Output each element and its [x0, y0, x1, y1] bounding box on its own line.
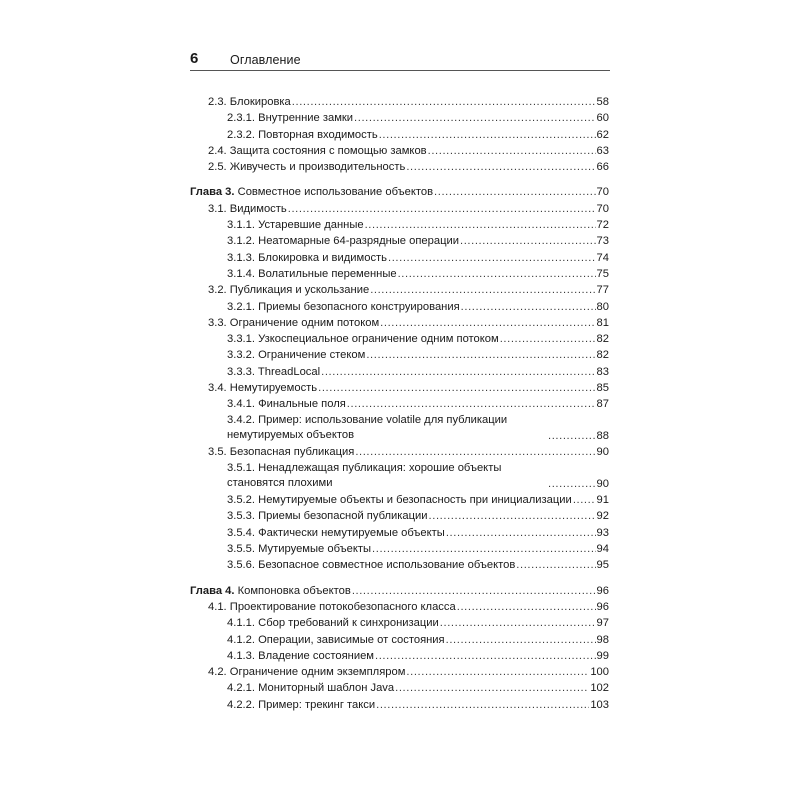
toc-entry-title: Волатильные переменные	[258, 267, 397, 280]
dot-leader	[428, 143, 596, 159]
toc-entry-page: 82	[596, 333, 609, 346]
dot-leader	[446, 525, 596, 541]
dot-leader	[376, 697, 589, 713]
toc-entry-page: 90	[596, 446, 609, 459]
toc-entry-page: 87	[596, 398, 609, 411]
dot-leader	[370, 282, 595, 298]
dot-leader	[500, 331, 596, 347]
dot-leader	[379, 127, 596, 143]
toc-entry[interactable]	[190, 282, 609, 298]
toc-entry-page: 81	[596, 316, 609, 329]
page-header	[190, 50, 610, 70]
toc-entry-page: 93	[596, 526, 609, 539]
toc-entry-number: 3.1.3.	[227, 251, 255, 264]
dot-leader	[429, 508, 596, 524]
toc-entry-page: 92	[596, 510, 609, 523]
toc-entry-page: 91	[596, 494, 609, 507]
toc-entry[interactable]	[190, 557, 609, 573]
toc-entry[interactable]	[190, 315, 609, 331]
toc-entry-number: 3.4.1.	[227, 398, 255, 411]
dot-leader	[516, 557, 595, 573]
toc-entry-title: Безопасная публикация	[229, 446, 355, 459]
dot-leader	[318, 380, 595, 396]
toc-entry-title: Мониторный шаблон Java	[258, 682, 395, 695]
dot-leader	[398, 266, 596, 282]
toc-chapter-entry[interactable]	[190, 184, 609, 200]
toc-entry[interactable]	[190, 266, 609, 282]
toc-entry[interactable]	[190, 217, 609, 233]
toc-entry-page: 103	[590, 698, 609, 711]
toc-entry-title: Ограничение одним потоком	[229, 316, 380, 329]
dot-leader	[573, 492, 596, 508]
dot-leader	[388, 250, 596, 266]
toc-entry-page: 97	[596, 617, 609, 630]
toc-entry-number: 3.1.1.	[227, 219, 255, 232]
toc-entry-number: 3.1.2.	[227, 235, 255, 248]
dot-leader	[292, 94, 596, 110]
toc-entry-page: 90	[596, 477, 609, 490]
toc-entry-page: 88	[596, 429, 609, 442]
dot-leader	[288, 201, 596, 217]
toc-entry-number: 3.3.	[208, 316, 227, 329]
toc-entry[interactable]	[190, 697, 609, 713]
dot-leader	[365, 217, 596, 233]
toc-entry-page: 60	[596, 112, 609, 125]
dot-leader	[548, 428, 596, 444]
dot-leader	[395, 680, 589, 696]
dot-leader	[460, 233, 596, 249]
toc-entry-title: Приемы безопасного конструирования	[258, 300, 460, 313]
toc-entry-page: 72	[596, 219, 609, 232]
toc-entry-title: Операции, зависимые от состояния	[258, 633, 445, 646]
toc-entry-number: 3.2.	[208, 284, 227, 297]
toc-entry-page: 95	[596, 559, 609, 572]
toc-entry-page: 70	[596, 186, 609, 199]
toc-entry[interactable]	[190, 541, 609, 557]
toc-entry-title: Видимость	[229, 202, 287, 215]
toc-entry-title: Совместное использование объектов	[237, 186, 434, 199]
dot-leader	[380, 315, 595, 331]
toc-entry[interactable]	[190, 380, 609, 396]
toc-entry-number: 4.1.2.	[227, 633, 255, 646]
toc-entry-title: Фактически немутируемые объекты	[258, 526, 445, 539]
toc-entry-title: Пример: использование volatile для публикации немутируемых объектов	[227, 413, 508, 442]
toc-entry-number: 4.1.1.	[227, 617, 255, 630]
toc-entry[interactable]	[190, 110, 609, 126]
toc-entry-number: 4.1.	[208, 600, 227, 613]
toc-entry-number: 4.1.3.	[227, 649, 255, 662]
toc-entry-title: Пример: трекинг такси	[258, 698, 376, 711]
toc-entry-title: Внутренние замки	[258, 112, 354, 125]
toc-entry-number: 3.1.4.	[227, 267, 255, 280]
toc-entry-page: 96	[596, 584, 609, 597]
toc-entry-page: 100	[590, 666, 609, 679]
toc-entry[interactable]	[190, 201, 609, 217]
toc-entry-number: 2.4.	[208, 144, 227, 157]
dot-leader	[461, 299, 596, 315]
toc-entry-page: 99	[596, 649, 609, 662]
toc-entry[interactable]	[190, 233, 609, 249]
toc-entry-number: 2.3.	[208, 96, 227, 108]
dot-leader	[352, 583, 596, 599]
dot-leader	[446, 632, 596, 648]
toc-entry-page: 74	[596, 251, 609, 264]
toc-entry-number: 4.2.	[208, 666, 227, 679]
toc-entry-page: 75	[596, 267, 609, 280]
toc-entry[interactable]	[190, 331, 609, 347]
dot-leader	[321, 364, 595, 380]
toc-entry-title: Немутируемые объекты и безопасность при инициализации	[258, 494, 572, 507]
toc-entry-number: 3.3.1.	[227, 333, 255, 346]
toc-entry[interactable]	[190, 250, 609, 266]
toc-entry-title: Приемы безопасной публикации	[258, 510, 428, 523]
chapter-gap	[190, 175, 609, 184]
toc-entry[interactable]	[190, 599, 609, 615]
dot-leader	[372, 541, 596, 557]
toc-entry[interactable]	[190, 632, 609, 648]
dot-leader	[366, 347, 595, 363]
toc-entry[interactable]	[190, 127, 609, 143]
toc-entry-number: 3.5.3.	[227, 510, 255, 523]
toc-entry-title: Защита состояния с помощью замков	[229, 144, 427, 157]
toc-entry-page: 66	[596, 161, 609, 174]
toc-entry-number: 3.5.5.	[227, 543, 255, 556]
toc-entry[interactable]	[190, 159, 609, 175]
toc-entry[interactable]	[190, 299, 609, 315]
toc-entry-title: Компоновка объектов	[237, 584, 351, 597]
toc-entry[interactable]	[190, 680, 609, 696]
toc-entry-title: ThreadLocal	[257, 365, 321, 378]
dot-leader	[375, 648, 596, 664]
chapter-gap	[190, 574, 609, 583]
toc-entry-title: Финальные поля	[258, 398, 346, 411]
toc-entry-title: Безопасное совместное использование объектов	[258, 559, 516, 572]
toc-entry[interactable]	[190, 648, 609, 664]
toc-entry-title: Блокировка	[229, 96, 291, 108]
toc-entry-title: Узкоспециальное ограничение одним потоком	[258, 333, 499, 346]
toc-entry[interactable]	[190, 615, 609, 631]
toc-entry-title: Немутируемость	[229, 382, 318, 395]
toc-entry-number: 3.5.4.	[227, 526, 255, 539]
toc-entry-number: 3.2.1.	[227, 300, 255, 313]
toc-entry-title: Повторная входимость	[258, 128, 378, 141]
toc-entry-title: Ограничение стеком	[258, 349, 366, 362]
toc-entry-number: 4.2.2.	[227, 698, 255, 711]
toc-entry-number: 3.5.	[208, 446, 227, 459]
toc-entry-page: 82	[596, 349, 609, 362]
dot-leader	[457, 599, 596, 615]
toc-entry-page: 58	[596, 96, 609, 108]
toc-entry-page: 73	[596, 235, 609, 248]
toc-entry-title: Ненадлежащая публикация: хорошие объекты становятся плохими	[227, 461, 502, 490]
dot-leader	[440, 615, 596, 631]
toc-entry-title: Проектирование потокобезопасного класса	[229, 600, 456, 613]
toc-entry-page: 83	[596, 365, 609, 378]
toc-entry-number: 3.5.2.	[227, 494, 255, 507]
toc-entry-page: 96	[596, 600, 609, 613]
dot-leader	[355, 444, 595, 460]
toc-entry[interactable]	[190, 492, 609, 508]
toc-entry[interactable]	[190, 94, 609, 110]
dot-leader	[347, 396, 596, 412]
toc-entry-title: Сбор требований к синхронизации	[258, 617, 439, 630]
toc-entry-page: 80	[596, 300, 609, 313]
toc-entry[interactable]	[190, 396, 609, 412]
toc-entry-title: Блокировка и видимость	[258, 251, 387, 264]
toc-entry-title: Неатомарные 64-разрядные операции	[258, 235, 459, 248]
toc-entry-title: Живучесть и производительность	[229, 161, 406, 174]
toc-entry-number: 3.3.3.	[227, 365, 255, 378]
toc-entry-number: 4.2.1.	[227, 682, 255, 695]
toc-entry[interactable]	[190, 461, 609, 493]
toc-entry-page: 77	[596, 284, 609, 297]
toc-entry-number: 2.3.2.	[227, 128, 255, 141]
toc-entry-title: Ограничение одним экземпляром	[229, 666, 406, 679]
toc-entry[interactable]	[190, 525, 609, 541]
header-divider	[190, 70, 610, 71]
toc-entry-number: 3.3.2.	[227, 349, 255, 362]
table-of-contents	[190, 94, 609, 713]
toc-entry-page: 85	[596, 382, 609, 395]
toc-entry-page: 62	[596, 128, 609, 141]
toc-entry-title: Публикация и ускользание	[229, 284, 370, 297]
running-title: Оглавление	[230, 53, 301, 67]
dot-leader	[548, 476, 596, 492]
toc-entry-page: 63	[596, 144, 609, 157]
toc-entry-number: 3.4.2.	[227, 413, 255, 426]
toc-entry[interactable]	[190, 664, 609, 680]
toc-entry-number: Глава 3.	[190, 186, 235, 199]
toc-entry-number: 3.4.	[208, 382, 227, 395]
dot-leader	[406, 159, 595, 175]
dot-leader	[406, 664, 589, 680]
toc-entry[interactable]	[190, 347, 609, 363]
toc-entry-number: Глава 4.	[190, 584, 235, 597]
toc-chapter-entry[interactable]	[190, 583, 609, 599]
dot-leader	[434, 184, 596, 200]
toc-entry-page: 102	[590, 682, 609, 695]
toc-entry-number: 2.5.	[208, 161, 227, 174]
toc-entry-number: 2.3.1.	[227, 112, 255, 125]
page-number: 6	[190, 50, 199, 67]
toc-entry[interactable]	[190, 143, 609, 159]
toc-entry-page: 94	[596, 543, 609, 556]
dot-leader	[354, 110, 596, 126]
toc-entry[interactable]	[190, 364, 609, 380]
toc-entry-page: 70	[596, 202, 609, 215]
toc-entry-number: 3.5.1.	[227, 461, 255, 474]
toc-entry-title: Устаревшие данные	[258, 219, 364, 232]
toc-entry[interactable]	[190, 413, 609, 445]
toc-entry[interactable]	[190, 508, 609, 524]
toc-entry-title: Владение состоянием	[258, 649, 374, 662]
toc-entry-page: 98	[596, 633, 609, 646]
toc-entry-title: Мутируемые объекты	[258, 543, 372, 556]
toc-entry[interactable]	[190, 444, 609, 460]
toc-entry-number: 3.5.6.	[227, 559, 255, 572]
toc-entry-number: 3.1.	[208, 202, 227, 215]
